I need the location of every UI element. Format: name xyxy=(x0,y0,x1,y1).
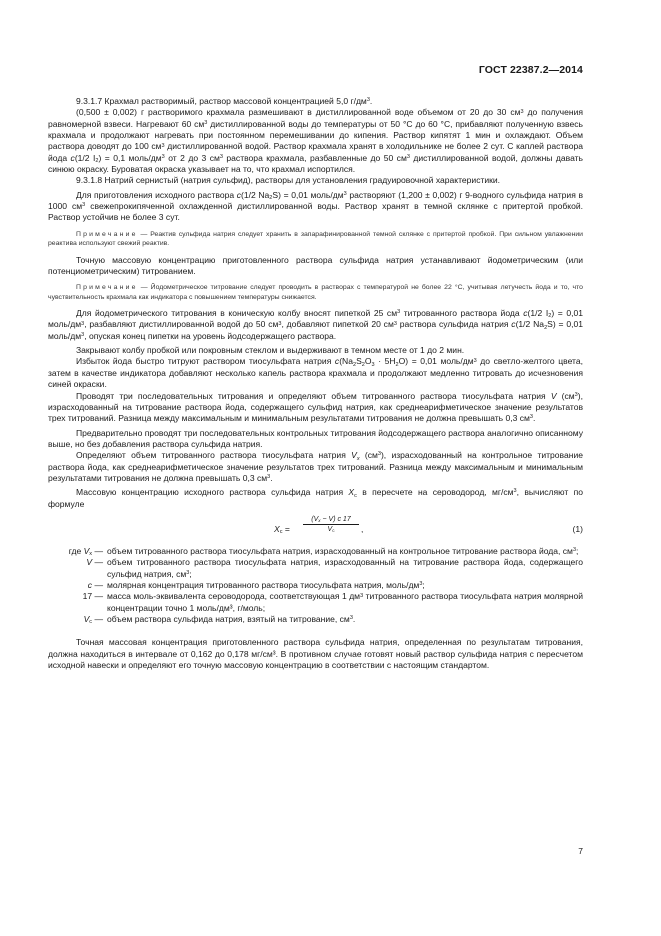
document-page xyxy=(48,0,583,936)
formula-definitions xyxy=(48,546,583,625)
clause-9-3-1-8: 9.3.1.8 Натрий сернистый (натрия сульфид), растворы для установления градуировочной характеристики. xyxy=(76,175,501,186)
definition-row xyxy=(48,546,583,557)
control-titrations-paragraph: Предварительно проводят три последовательных контрольных титрования йодсодержащего раствора аналогично описанному выше, но без добавления раствора сульфида натрия. xyxy=(48,427,583,449)
definition-text: объем раствора сульфида натрия, взятый на титрование, $см^3$. xyxy=(107,614,356,624)
definition-symbol: где $V_x$ — xyxy=(68,545,103,558)
clause-9-3-1-7: 9.3.1.7 Крахмал растворимый, раствор массовой концентрацией 5,0 $г/дм^3$. xyxy=(76,96,373,106)
note-storage: Примечание — Реактив сульфида натрия следует хранить в запарафинированной темной склянке с притертой пробкой. При сильном увлажнении реактива используют свежий реактив. xyxy=(48,230,583,248)
page-number: 7 xyxy=(578,846,583,856)
definition-symbol: V — xyxy=(86,557,103,568)
final-concentration-paragraph: Точная массовая концентрация приготовленного раствора сульфида натрия, определенная по результатам титрования, должна находиться в интервале от 0,162 до 0,178 мг/см³. В противном случае готовят новый раствор сульфида натрия с пересчетом исходной навески и определяют его точную массовую концентрацию в соответствии с настоящим стандартом. xyxy=(48,637,583,671)
starch-preparation-paragraph: (0,500 ± 0,002) г растворимого крахмала размешивают в дистиллированной воде объемом от 20 до 30 $см^3$ до получения равномерной взвеси. Нагревают 60 $см^3$ дистиллированной воды до температуры от 50 °С до 60 °С, прибавляют полученную взвесь крахмала и продолжают нагревать при постоянном перемешивании до кипения. Раствор кипятят 1 мин и охлаждают. Объем раствора доводят до 100 $см^3$ дистиллированной водой. Раствор крахмала хранят в холодильнике не более 2 сут. С каплей раствора йода c(1/2 $I_2) = 0,1$ моль/$дм^3$ от 2 до 3 $см^3$ раствора крахмала, разбавленные до 50 $см^3$ дистиллированной водой, должны давать синюю окраску. Буроватая окраска указывает на то, что крахмал испортился. xyxy=(48,107,584,175)
definition-text: объем титрованного раствора тиосульфата натрия, израсходованный на титрование раствора йода, содержащего сульфид натрия, $см^3$; xyxy=(107,557,583,579)
definition-text: масса моль-эквивалента сероводорода, соответствующая 1 $дм^3$ титрованного раствора тиосульфата натрия молярной концентрации точно 1 моль/дм³, г/моль; xyxy=(107,591,584,613)
control-volume-paragraph: Определяют объем титрованного раствора тиосульфата натрия $V_x$ $(см^3)$, израсходованный на контрольное титрование раствора йода, как среднеарифметическое значение результатов трех титрований. Разница между максимальным и минимальным результатами титрования не должна превышать 0,3 $см^3$. xyxy=(48,450,583,483)
definition-text: объем титрованного раствора тиосульфата натрия, израсходованный на контрольное титрование раствора йода, $см^3$; xyxy=(107,545,579,556)
definition-row xyxy=(48,580,583,591)
formula-fraction xyxy=(303,516,359,533)
excess-iodine-paragraph: Избыток йода быстро титруют раствором тиосульфата натрия $c(Na_2S_2O_3 \cdot 5H_2O) = 0,01$ моль/$дм^3$ до светло-желтого цвета, затем в качестве индикатора добавляют несколько капель раствора крахмала и продолжают медленно титровать до исчезновения синей окраски. xyxy=(48,356,583,390)
titration-method-paragraph: Точную массовую концентрацию приготовленного раствора сульфида натрия устанавливают йодометрическим (или потенциометрическим) титрованием. xyxy=(48,254,583,276)
definition-symbol: c — xyxy=(87,579,103,590)
iodometric-procedure-paragraph: Для йодометрического титрования в коническую колбу вносят пипеткой 25 $см^3$ титрованного раствора йода c(1/2 $I_2) = 0,01$ моль/$дм^3$, разбавляют дистиллированной водой до 50 $см^3$, добавляют пипеткой 20 $см^3$ раствора сульфида натрия c(1/2 $Na_2S) = 0,01$ моль/$дм^3$, опуская конец пипетки на уровень йодсодержащего раствора. xyxy=(48,308,583,341)
formula-1: $X_c$ = $\frac{(V_x - V) c 17}{V_c}$ , (1) xyxy=(274,515,583,536)
note-temperature: Примечание — Йодометрическое титрование следует проводить в растворах с температурой не более 22 °С, учитывая летучесть йода и то, что чувствительность крахмала как индикатора с повышением температуры снижается. xyxy=(48,284,583,301)
definition-symbol: $V_c$ — xyxy=(83,614,103,626)
definition-row xyxy=(48,557,583,580)
formula-denominator: $V_c$ xyxy=(327,525,335,534)
page-content xyxy=(48,96,583,671)
definition-text: молярная концентрация титрованного раствора тиосульфата натрия, моль/$дм^3$; xyxy=(107,579,425,590)
definition-row xyxy=(48,614,583,625)
sulfide-preparation-paragraph: Для приготовления исходного раствора c(1/2 $Na_2S) = 0,01$ моль/$дм^3$ растворяют (1,200 ± 0,002) г 9-водного сульфида натрия в 1000 $см^3$ свежепрокипяченной охлажденной дистиллированной воды. Раствор хранят в темной склянке с притертой пробкой. Раствор устойчив не более 3 сут. xyxy=(48,189,583,223)
note-label: Примечание xyxy=(76,284,138,292)
note-label: Примечание xyxy=(76,230,138,238)
formula-lhs: $X_c$ = xyxy=(274,523,290,536)
formula-numerator: $(V_x - V)$ c 17 xyxy=(303,516,359,525)
three-titrations-paragraph: Проводят три последовательных титрования и определяют объем титрованного раствора тиосульфата натрия V $(см^3)$, израсходованный на титрование раствора йода, содержащего сульфид натрия, как среднеарифметическое значение результатов трех титрований. Разница между максимальным и минимальным результатами титрования не должна превышать 0,3 $см^3$. xyxy=(48,390,583,424)
definition-row xyxy=(48,591,583,614)
closing-flask-paragraph: Закрывают колбу пробкой или покровным стеклом и выдерживают в темном месте от 1 до 2 мин. xyxy=(76,345,465,356)
definition-symbol: 17 — xyxy=(82,591,103,602)
standard-header: ГОСТ 22387.2—2014 xyxy=(478,64,583,76)
formula-number: (1) xyxy=(572,523,583,534)
mass-concentration-intro: Массовую концентрацию исходного раствора сульфида натрия $X_c$ в пересчете на сероводород, $мг/см^3$, вычисляют по формуле xyxy=(48,487,583,509)
